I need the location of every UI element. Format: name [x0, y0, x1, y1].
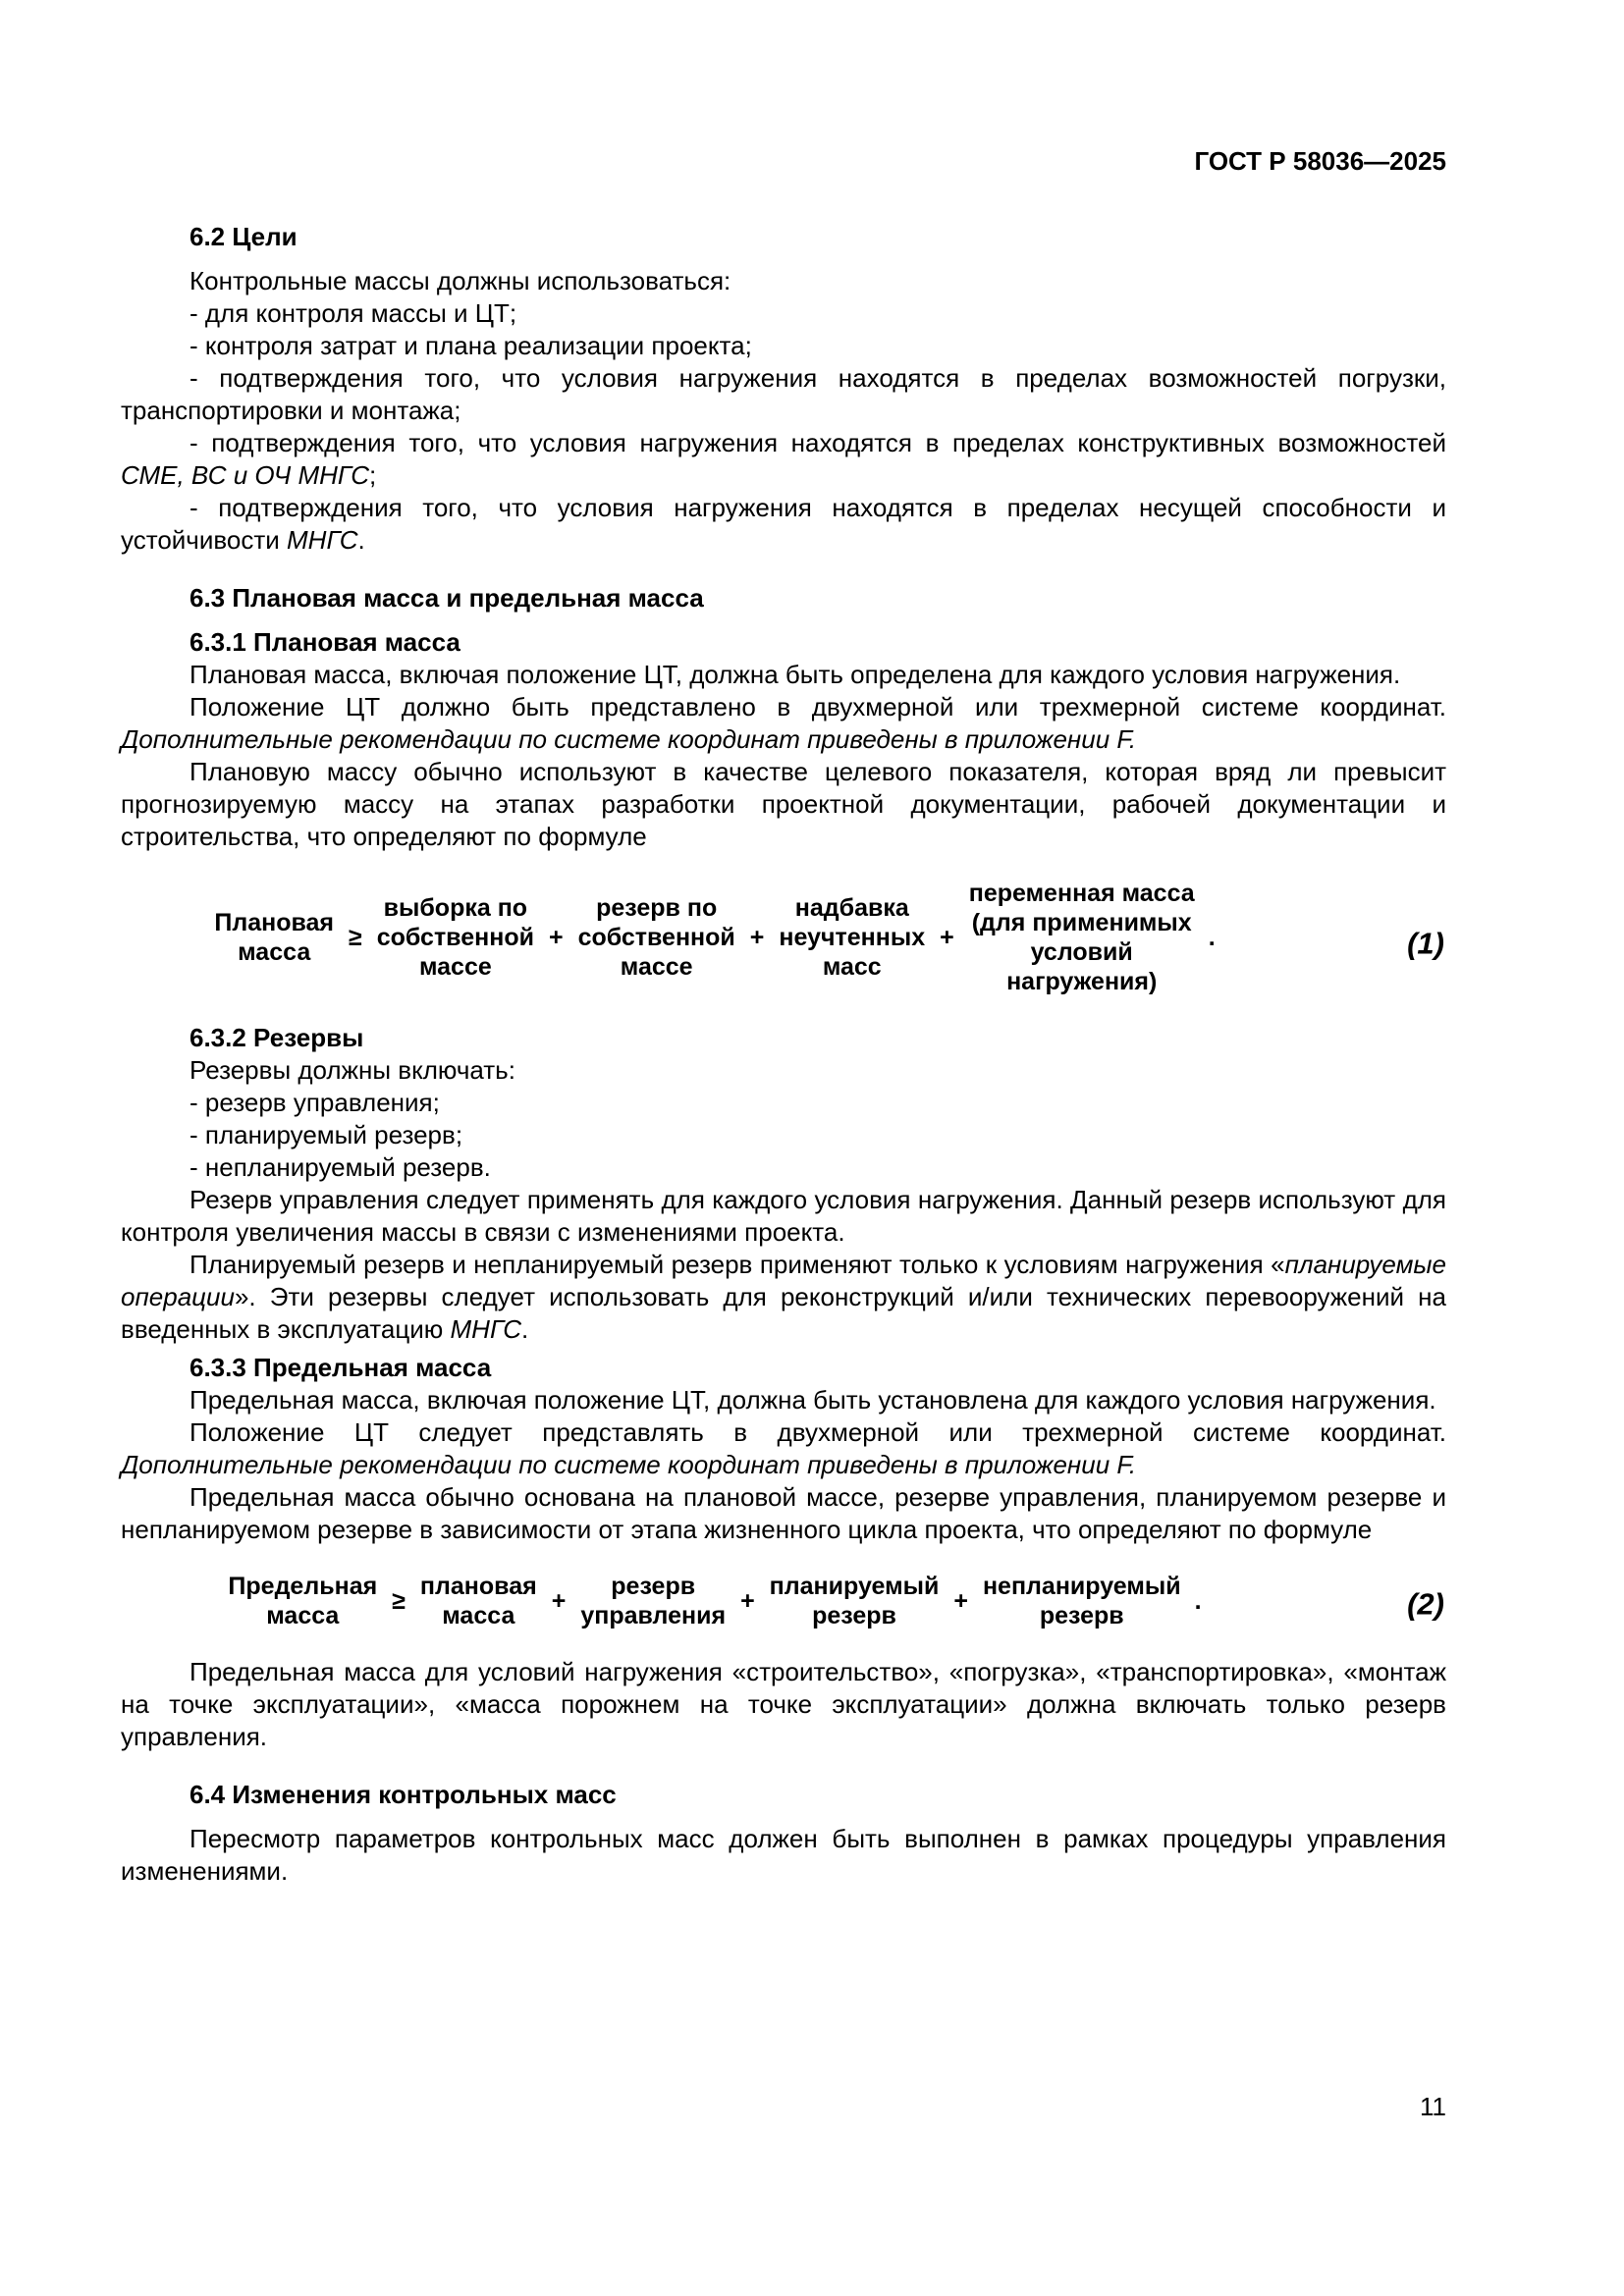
section-heading: 6.3 Плановая масса и предельная масса [189, 583, 704, 613]
formula-term [214, 908, 334, 967]
formula-line: выборка по [383, 894, 528, 922]
paragraph [121, 1481, 1446, 1546]
page-header [121, 145, 1446, 178]
doc-number: ГОСТ Р 58036—2025 [1194, 146, 1446, 176]
text-run: Дополнительные рекомендации по системе координат приведены в приложении F. [121, 724, 1137, 754]
formula-term [779, 893, 925, 982]
plus-sign: + [940, 924, 954, 951]
text-run: - контроля затрат и плана реализации проекта; [189, 331, 752, 360]
formula-term [969, 879, 1195, 996]
plus-sign: + [551, 1587, 567, 1615]
text-run: Контрольные массы должны использоваться: [189, 266, 731, 295]
paragraph [121, 1087, 1446, 1119]
formula [121, 1572, 1446, 1630]
text-run: - резерв управления; [189, 1088, 440, 1117]
text-run: ». Эти резервы следует использовать для реконструкций и/или технических перевооружений на введенных в эксплуатацию [121, 1282, 1446, 1344]
text-run: - непланируемый резерв. [189, 1152, 491, 1182]
text-run: Дополнительные рекомендации по системе координат приведены в приложении F. [121, 1450, 1137, 1479]
paragraph [121, 1119, 1446, 1151]
paragraph [121, 1656, 1446, 1753]
section-heading: 6.2 Цели [189, 222, 298, 251]
paragraph [121, 659, 1446, 691]
formula-line: масса [238, 938, 311, 966]
formula-line: масс [822, 953, 882, 981]
text-run: ; [368, 460, 377, 490]
text-run: МНГС [287, 525, 358, 555]
formula-line: массе [620, 953, 693, 981]
formula-line: плановая [419, 1573, 537, 1600]
paragraph [121, 756, 1446, 853]
text-run: - планируемый резерв; [189, 1120, 463, 1149]
text-run: Положение ЦТ следует представлять в двухмерной или трехмерной системе координат. [189, 1417, 1446, 1447]
paragraph [121, 1184, 1446, 1249]
formula-line: непланируемый [982, 1573, 1181, 1600]
formula-line: (для применимых [971, 909, 1192, 936]
paragraph [121, 330, 1446, 362]
paragraph [121, 1823, 1446, 1888]
formula-line: надбавка [794, 894, 909, 922]
formula-line: масса [442, 1602, 515, 1629]
formula-line: собственной [376, 924, 534, 951]
greater-equal-sign: ≥ [349, 924, 362, 951]
plus-sign: + [740, 1587, 755, 1615]
formula-period: . [1208, 924, 1216, 951]
text-run: Резерв управления следует применять для каждого условия нагружения. Данный резерв используют для контроля увеличения массы в связи с изменениями проекта. [121, 1185, 1446, 1247]
formula-term [228, 1572, 377, 1630]
formula-line: планируемый [769, 1573, 940, 1600]
paragraph [121, 297, 1446, 330]
text-run: СМЕ, ВС и ОЧ МНГС [121, 460, 369, 490]
text-run: планируемые операции [121, 1250, 1446, 1311]
formula-line: переменная масса [968, 880, 1195, 907]
section-heading: 6.3.1 Плановая масса [189, 627, 460, 657]
page-number: 11 [1420, 2092, 1446, 2121]
text-run: - подтверждения того, что условия нагружения находятся в пределах конструктивных возможностей [189, 428, 1446, 457]
formula-line: резерв [1039, 1602, 1124, 1629]
text-run: . [357, 525, 365, 555]
section-heading: 6.3.3 Предельная масса [189, 1353, 492, 1382]
paragraph [121, 265, 1446, 297]
formula-line: собственной [577, 924, 735, 951]
formula-term [770, 1572, 940, 1630]
plus-sign: + [548, 924, 564, 951]
paragraph [121, 1151, 1446, 1184]
formula-number: (2) [1407, 1586, 1444, 1622]
text-run: Плановую массу обычно используют в качестве целевого показателя, которая вряд ли превысит прогнозируемую массу на этапах разработки проектной документации, рабочей документации и строительства, что определяют по формуле [121, 757, 1446, 851]
formula-period: . [1194, 1587, 1202, 1615]
text-run: Положение ЦТ должно быть представлено в двухмерной или трехмерной системе координат. [189, 692, 1446, 721]
text-run: - для контроля массы и ЦТ; [189, 298, 517, 328]
plus-sign: + [749, 924, 765, 951]
paragraph [121, 492, 1446, 557]
formula-line: управления [580, 1602, 727, 1629]
formula-term [578, 893, 735, 982]
formula-line: Предельная [228, 1573, 378, 1600]
document-content [121, 221, 1446, 1888]
text-run: . [521, 1314, 529, 1344]
formula-number: (1) [1407, 926, 1444, 961]
formula-line: условий [1030, 938, 1133, 966]
text-run: - подтверждения того, что условия нагружения находятся в пределах возможностей погрузки, транспортировки и монтажа; [121, 363, 1446, 425]
paragraph [121, 1054, 1446, 1087]
paragraph [121, 1249, 1446, 1346]
section-heading: 6.4 Изменения контрольных масс [189, 1780, 617, 1809]
formula-line: резерв по [596, 894, 718, 922]
page-footer [1420, 2091, 1446, 2123]
paragraph [121, 1416, 1446, 1481]
formula-line: нагружения) [1006, 968, 1158, 995]
formula [121, 879, 1446, 996]
formula-line: резерв [611, 1573, 696, 1600]
formula-term [377, 893, 534, 982]
paragraph [121, 1384, 1446, 1416]
text-run: Предельная масса обычно основана на плановой массе, резерве управления, планируемом резерве и непланируемом резерве в зависимости от этапа жизненного цикла проекта, что определяют по формуле [121, 1482, 1446, 1544]
text-run: Пересмотр параметров контрольных масс должен быть выполнен в рамках процедуры управления изменениями. [121, 1824, 1446, 1886]
formula-line: Плановая [214, 909, 335, 936]
text-run: Плановая масса, включая положение ЦТ, должна быть определена для каждого условия нагружения. [189, 660, 1401, 689]
paragraph [121, 691, 1446, 756]
formula-row [228, 1572, 1201, 1630]
formula-term [983, 1572, 1181, 1630]
formula-row [214, 879, 1215, 996]
greater-equal-sign: ≥ [392, 1587, 406, 1615]
plus-sign: + [953, 1587, 968, 1615]
formula-line: резерв [812, 1602, 896, 1629]
formula-line: неучтенных [779, 924, 926, 951]
text-run: Планируемый резерв и непланируемый резерв применяют только к условиям нагружения « [189, 1250, 1285, 1279]
text-run: - подтверждения того, что условия нагружения находятся в пределах несущей способности и устойчивости [121, 493, 1446, 555]
text-run: МНГС [450, 1314, 522, 1344]
text-run: Предельная масса, включая положение ЦТ, должна быть установлена для каждого условия нагружения. [189, 1385, 1436, 1415]
formula-term [420, 1572, 537, 1630]
text-run: Резервы должны включать: [189, 1055, 515, 1085]
section-heading: 6.3.2 Резервы [189, 1023, 364, 1052]
text-run: Предельная масса для условий нагружения «строительство», «погрузка», «транспортировка», «монтаж на точке эксплуатации», «масса порожнем на точке эксплуатации» должна включать только резерв управления. [121, 1657, 1446, 1751]
formula-line: масса [266, 1602, 340, 1629]
formula-line: массе [418, 953, 492, 981]
paragraph [121, 427, 1446, 492]
paragraph [121, 362, 1446, 427]
formula-term [580, 1572, 726, 1630]
